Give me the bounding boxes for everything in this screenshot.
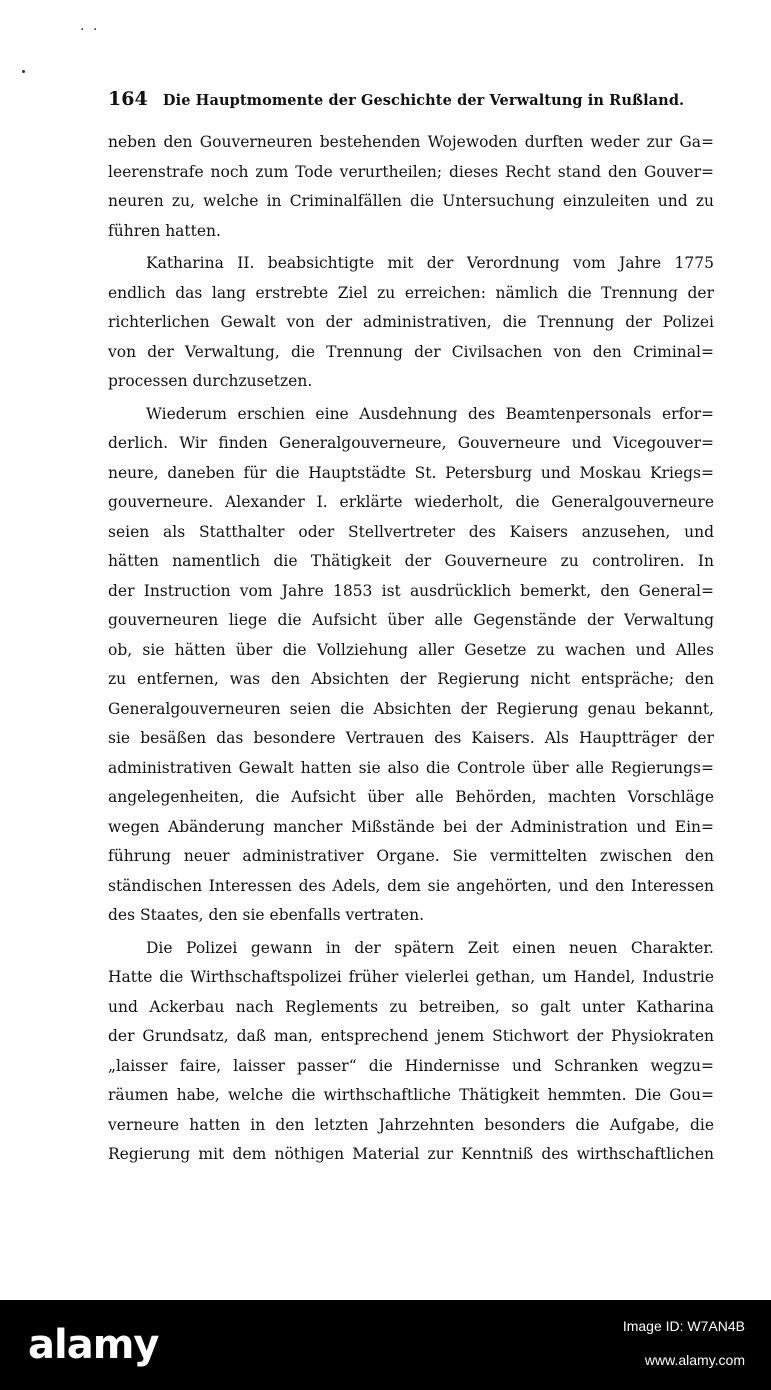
scan-specks: · · bbox=[80, 22, 100, 38]
text-line: „laisser faire, laisser passer“ die Hindernisse und Schranken wegzu= bbox=[108, 1056, 714, 1075]
text-line: processen durchzusetzen. bbox=[108, 372, 313, 390]
text-line: führung neuer administrativer Organe. Sie vermittelten zwischen den bbox=[108, 847, 714, 865]
text-line: Regierung mit dem nöthigen Material zur Kenntniß des wirthschaftlichen bbox=[108, 1145, 714, 1163]
text-line: Katharina II. beabsichtigte mit der Verordnung vom Jahre 1775 bbox=[146, 254, 714, 272]
page-number: 164 bbox=[108, 88, 148, 110]
scan-speck bbox=[22, 70, 25, 73]
body-text bbox=[108, 128, 714, 1170]
text-line: zu entfernen, was den Absichten der Regierung nicht entspräche; den bbox=[108, 670, 714, 688]
text-line: neure, daneben für die Hauptstädte St. Petersburg und Moskau Kriegs= bbox=[108, 463, 714, 482]
paragraph bbox=[108, 400, 714, 931]
page-header bbox=[108, 88, 685, 118]
text-line: administrativen Gewalt hatten sie also die Controle über alle Regierungs= bbox=[108, 758, 714, 777]
text-line: räumen habe, welche die wirthschaftliche Thätigkeit hemmten. Die Gou= bbox=[108, 1086, 714, 1104]
paragraph bbox=[108, 934, 714, 1170]
text-line: von der Verwaltung, die Trennung der Civilsachen von den Criminal= bbox=[108, 342, 714, 361]
text-line: Hatte die Wirthschaftspolizei früher vielerlei gethan, um Handel, Industrie bbox=[108, 968, 714, 986]
text-line: hätten namentlich die Thätigkeit der Gouverneure zu controliren. In bbox=[108, 552, 714, 570]
paragraph bbox=[108, 128, 714, 246]
text-line: derlich. Wir finden Generalgouverneure, Gouverneure und Vicegouver= bbox=[108, 434, 714, 452]
text-line: der Grundsatz, daß man, entsprechend jenem Stichwort der Physiokraten bbox=[108, 1027, 714, 1045]
text-line: Wiederum erschien eine Ausdehnung des Beamtenpersonals erfor= bbox=[146, 404, 714, 423]
text-line: sie besäßen das besondere Vertrauen des Kaisers. Als Hauptträger der bbox=[108, 729, 714, 747]
text-line: ständischen Interessen des Adels, dem sie angehörten, und den Interessen bbox=[108, 876, 714, 895]
text-line: wegen Abänderung mancher Mißstände bei der Administration und Ein= bbox=[108, 817, 714, 836]
text-line: gouverneure. Alexander I. erklärte wiederholt, die Generalgouverneure bbox=[108, 493, 714, 511]
text-line: Die Polizei gewann in der spätern Zeit einen neuen Charakter. bbox=[146, 938, 714, 957]
text-line: der Instruction vom Jahre 1853 ist ausdrücklich bemerkt, den General= bbox=[108, 581, 714, 600]
text-line: neben den Gouverneuren bestehenden Wojewoden durften weder zur Ga= bbox=[108, 133, 714, 151]
text-line: Generalgouverneuren seien die Absichten der Regierung genau bekannt, bbox=[108, 699, 714, 718]
text-line: richterlichen Gewalt von der administrativen, die Trennung der Polizei bbox=[108, 313, 714, 331]
text-line: und Ackerbau nach Reglements zu betreiben, so galt unter Katharina bbox=[108, 997, 714, 1016]
text-line: ob, sie hätten über die Vollziehung aller Gesetze zu wachen und Alles bbox=[108, 640, 714, 659]
text-line: führen hatten. bbox=[108, 221, 221, 240]
image-id-label: Image ID: W7AN4B bbox=[622, 1318, 745, 1334]
text-line: verneure hatten in den letzten Jahrzehnten besonders die Aufgabe, die bbox=[108, 1115, 714, 1134]
text-line: gouverneuren liege die Aufsicht über alle Gegenstände der Verwaltung bbox=[108, 611, 714, 629]
paragraph bbox=[108, 249, 714, 397]
text-line: leerenstrafe noch zum Tode verurtheilen; dieses Recht stand den Gouver= bbox=[108, 162, 714, 181]
brand-logo: alamy bbox=[28, 1322, 159, 1368]
site-url-label: www.alamy.com bbox=[644, 1352, 745, 1368]
watermark-footer bbox=[0, 1300, 771, 1390]
text-line: angelegenheiten, die Aufsicht über alle Behörden, machten Vorschläge bbox=[108, 788, 714, 806]
text-line: des Staates, den sie ebenfalls vertraten. bbox=[108, 906, 425, 924]
running-title: Die Hauptmomente der Geschichte der Verwaltung in Rußland. bbox=[162, 92, 685, 109]
text-line: endlich das lang erstrebte Ziel zu erreichen: nämlich die Trennung der bbox=[108, 283, 714, 302]
text-line: neuren zu, welche in Criminalfällen die Untersuchung einzuleiten und zu bbox=[108, 192, 714, 210]
text-line: seien als Statthalter oder Stellvertreter des Kaisers anzusehen, und bbox=[108, 522, 714, 541]
